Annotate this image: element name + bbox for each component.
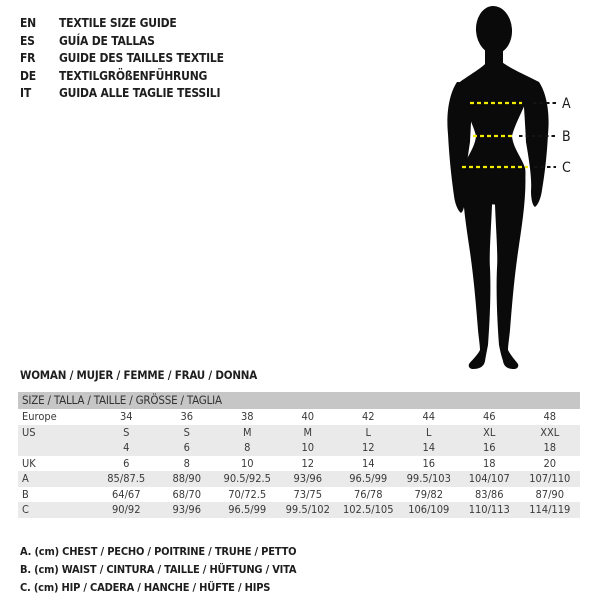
marker-label-c: C	[562, 160, 571, 176]
table-cell: 68/70	[172, 487, 201, 501]
table-cell: 18	[543, 441, 557, 454]
table-cell: 14	[422, 441, 436, 454]
table-row-label: UK	[22, 456, 36, 470]
legend-line: B. (cm) WAIST / CINTURA / TAILLE / HÜFTUNG / VITA	[20, 563, 297, 577]
table-cell: 87/90	[535, 487, 564, 501]
table-cell: 96.5/99	[349, 472, 388, 485]
table-cell: 114/119	[529, 503, 571, 516]
table-cell: 38	[240, 410, 254, 423]
table-cell: 14	[361, 456, 375, 470]
table-row-label: US	[22, 425, 36, 439]
table-cell: 20	[543, 456, 557, 470]
table-cell: 16	[482, 441, 496, 454]
table-cell: 104/107	[468, 472, 510, 485]
table-row	[18, 487, 580, 503]
language-code: ES	[20, 33, 35, 48]
table-cell: 18	[482, 456, 496, 470]
language-label: GUÍA DE TALLAS	[59, 33, 155, 48]
legend-line: A. (cm) CHEST / PECHO / POITRINE / TRUHE / PETTO	[20, 545, 297, 558]
table-row-label	[18, 440, 96, 456]
table-cell: S	[123, 425, 130, 439]
marker-label-a: A	[562, 96, 571, 112]
section-title-woman: WOMAN / MUJER / FEMME / FRAU / DONNA	[20, 368, 258, 382]
table-row-label: C	[22, 503, 29, 516]
size-table-body	[18, 409, 580, 518]
table-cell: 48	[543, 410, 557, 423]
size-table	[18, 392, 580, 518]
language-label: TEXTILGRÖßENFÜHRUNG	[59, 68, 208, 83]
woman-silhouette	[447, 5, 548, 369]
table-row-label: Europe	[22, 410, 57, 423]
table-cell: 76/78	[353, 487, 383, 501]
legend-line: C. (cm) HIP / CADERA / HANCHE / HÜFTE / HIPS	[20, 581, 271, 595]
table-cell: M	[242, 425, 252, 439]
table-cell: 44	[422, 410, 436, 423]
table-row	[18, 409, 580, 425]
table-cell: 102.5/105	[342, 503, 394, 516]
table-cell: 40	[301, 410, 315, 423]
table-cell: 90.5/92.5	[223, 472, 271, 485]
table-cell: 16	[422, 456, 436, 470]
table-cell: 6	[123, 456, 130, 470]
table-cell: 8	[183, 456, 190, 470]
table-cell: 10	[301, 441, 315, 454]
table-cell: S	[183, 425, 190, 439]
table-cell: 79/82	[414, 487, 443, 501]
language-row	[20, 85, 224, 103]
table-cell: 10	[240, 456, 254, 470]
silhouette-right-arm	[523, 82, 549, 207]
language-row	[20, 15, 224, 33]
language-code: IT	[20, 86, 31, 100]
table-cell: 12	[301, 456, 315, 470]
table-cell: 70/72.5	[228, 487, 267, 501]
table-cell: 93/96	[293, 472, 322, 485]
table-cell: 107/110	[529, 472, 571, 485]
table-cell: L	[425, 425, 432, 439]
table-cell: 36	[180, 410, 194, 423]
table-cell: XXL	[540, 425, 560, 439]
table-cell: 34	[119, 410, 133, 423]
table-cell: 88/90	[172, 472, 201, 485]
silhouette-left-leg	[463, 168, 493, 369]
table-row	[18, 425, 580, 441]
language-code: FR	[20, 51, 36, 65]
table-cell: 64/67	[111, 487, 141, 501]
table-cell: 73/75	[293, 487, 322, 501]
language-row	[20, 50, 224, 68]
table-cell: 106/109	[408, 503, 450, 516]
table-cell: 6	[183, 441, 190, 454]
table-row-label: B	[22, 487, 29, 501]
size-table-header: SIZE / TALLA / TAILLE / GRÖSSE / TAGLIA	[18, 392, 580, 409]
table-cell: 4	[123, 441, 130, 454]
silhouette-right-leg	[495, 168, 525, 369]
table-row	[18, 471, 580, 487]
table-cell: 90/92	[111, 503, 141, 516]
table-cell: 99.5/103	[406, 472, 451, 485]
figure-diagram	[400, 0, 600, 380]
language-label: TEXTILE SIZE GUIDE	[59, 16, 177, 30]
language-list	[20, 15, 224, 103]
language-code: DE	[20, 68, 36, 83]
table-row-label: A	[22, 472, 29, 485]
table-cell: 12	[361, 441, 375, 454]
table-cell: 85/87.5	[107, 472, 146, 485]
marker-label-b: B	[562, 129, 571, 145]
table-cell: 93/96	[172, 503, 201, 516]
language-row	[20, 68, 224, 86]
table-row	[18, 440, 580, 456]
language-row	[20, 33, 224, 51]
measurement-legend	[20, 543, 296, 598]
table-cell: XL	[483, 425, 496, 439]
table-cell: 8	[244, 441, 251, 454]
table-cell: 99.5/102	[285, 503, 330, 516]
table-cell: 83/86	[474, 487, 504, 501]
language-label: GUIDA ALLE TAGLIE TESSILI	[59, 86, 221, 100]
table-cell: 96.5/99	[228, 503, 267, 516]
table-cell: 42	[361, 410, 375, 423]
language-label: GUIDE DES TAILLES TEXTILE	[59, 51, 224, 65]
table-cell: M	[303, 425, 313, 439]
table-cell: L	[365, 425, 371, 439]
table-cell: 46	[482, 410, 496, 423]
table-cell: 110/113	[468, 503, 510, 516]
table-row	[18, 456, 580, 472]
table-row	[18, 502, 580, 518]
language-code: EN	[20, 16, 37, 30]
